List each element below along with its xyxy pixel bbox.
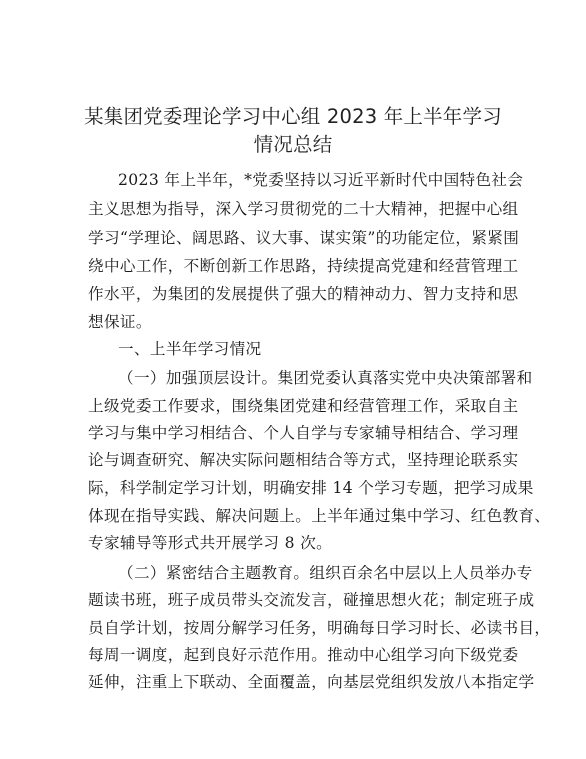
paragraph1-line-1: 2023 年上半年，*党委坚持以习近平新时代中国特色社会: [118, 171, 524, 189]
paragraph3-line-3: 员自学计划，按周分解学习任务，明确每日学习时长、必读书目，: [88, 619, 551, 637]
paragraph3-line-5: 延伸，注重上下联动、全面覆盖，向基层党组织发放八本指定学: [88, 673, 535, 691]
paragraph1-line-4: 绕中心工作，不断创新工作思路，持续提高党建和经营管理工: [88, 257, 519, 275]
paragraph1-line-6: 想保证。: [88, 313, 152, 331]
paragraph2-line-4: 论与调查研究、解决实际问题相结合等方式，坚持理论联系实: [88, 451, 519, 469]
paragraph2-line-6: 体现在指导实践、解决问题上。上半年通过集中学习、红色教育、: [88, 507, 551, 525]
paragraph3-line-2: 题读书班，班子成员带头交流发言，碰撞思想火花；制定班子成: [88, 591, 535, 609]
paragraph2-line-1: （一）加强顶层设计。集团党委认真落实党中央决策部署和: [118, 369, 533, 387]
paragraph2-line-3: 学习与集中学习相结合、个人自学与专家辅导相结合、学习理: [88, 424, 519, 442]
paragraph2-line-7: 专家辅导等形式共开展学习 8 次。: [88, 534, 333, 552]
document-title-line-2: 情况总结: [253, 133, 333, 156]
paragraph1-line-2: 主义思想为指导，深入学习贯彻党的二十大精神，把握中心组: [88, 200, 519, 218]
section-heading: 一、上半年学习情况: [118, 340, 262, 358]
document-title-line-1: 某集团党委理论学习中心组 2023 年上半年学习: [84, 105, 502, 128]
paragraph3-line-4: 每周一调度，起到良好示范作用。推动中心组学习向下级党委: [88, 646, 519, 664]
paragraph1-line-5: 作水平，为集团的发展提供了强大的精神动力、智力支持和思: [88, 285, 519, 303]
paragraph2-line-5: 际，科学制定学习计划，明确安排 14 个学习专题，把学习成果: [88, 479, 534, 497]
paragraph3-line-1: （二）紧密结合主题教育。组织百余名中层以上人员举办专: [118, 564, 533, 582]
paragraph1-line-3: 学习“学理论、阔思路、议大事、谋实策”的功能定位，紧紧围: [88, 229, 520, 247]
paragraph2-line-2: 上级党委工作要求，围绕集团党建和经营管理工作，采取自主: [88, 397, 519, 415]
